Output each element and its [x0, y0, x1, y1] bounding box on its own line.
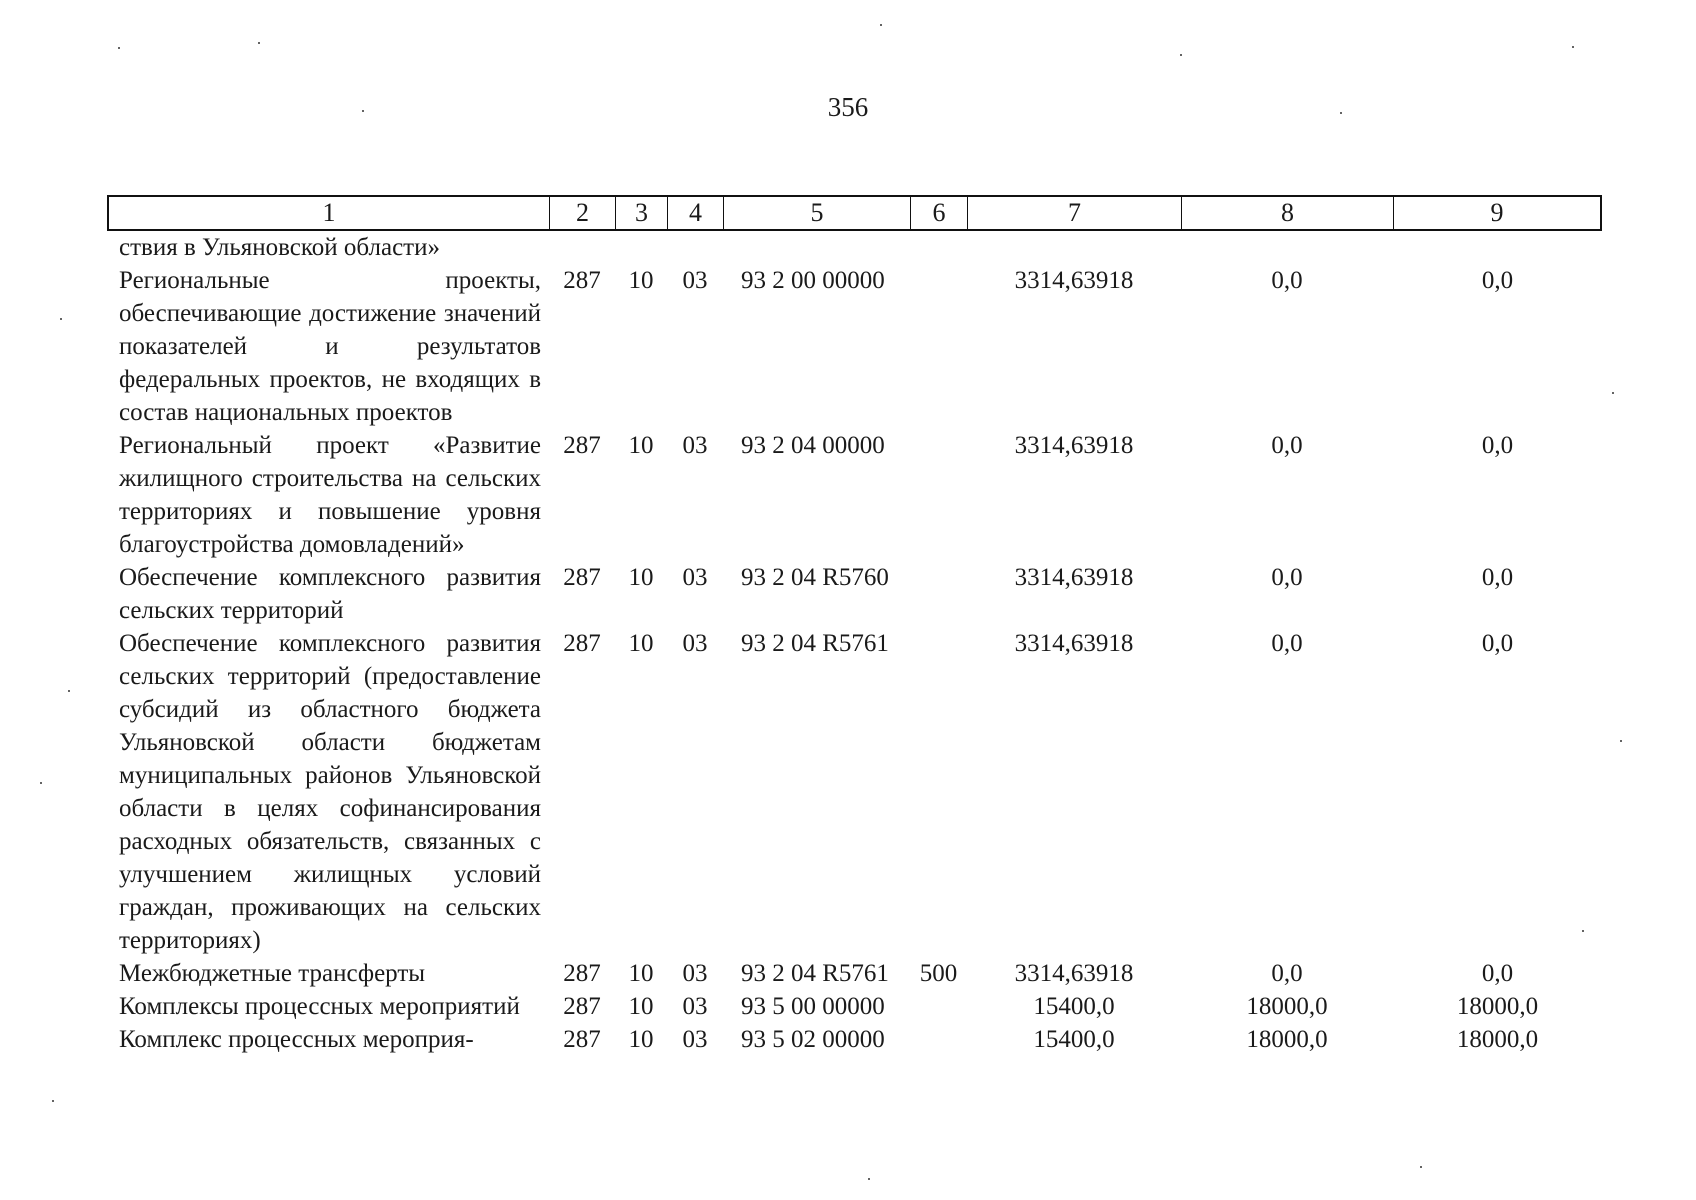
row-col-8: 0,0 — [1271, 267, 1303, 294]
row-col-3: 10 — [628, 564, 654, 591]
row-name: Региональные проекты, обеспечивающие достижение значений показателей и результатов федеральных проектов, не входящих в состав национальных проектов — [119, 267, 541, 426]
row-col-9: 0,0 — [1481, 432, 1514, 459]
speck — [52, 1100, 54, 1102]
speck — [1620, 740, 1622, 742]
row-col-8: 0,0 — [1271, 432, 1303, 459]
row-col-9: 0,0 — [1481, 267, 1514, 294]
speck — [1180, 54, 1182, 56]
row-col-9: 18000,0 — [1456, 1026, 1539, 1053]
row-col-2: 287 — [563, 432, 601, 459]
row-col-9: 0,0 — [1481, 564, 1514, 591]
row-col-5: 93 5 02 00000 — [741, 1026, 885, 1053]
row-col-3: 10 — [628, 630, 654, 657]
speck — [1582, 930, 1584, 932]
row-col-4: 03 — [682, 1026, 708, 1053]
row-col-4: 03 — [682, 993, 708, 1020]
row-col-4: 03 — [682, 630, 708, 657]
speck — [60, 318, 62, 320]
row-col-5: 93 5 00 00000 — [741, 993, 885, 1020]
row-col-7: 3314,63918 — [1014, 630, 1134, 657]
row-col-4: 03 — [682, 564, 708, 591]
row-col-3: 10 — [628, 960, 654, 987]
row-col-8: 18000,0 — [1246, 1026, 1328, 1053]
row-col-6 — [910, 1023, 967, 1056]
row-col-7: 3314,63918 — [1014, 267, 1134, 294]
row-col-2: 287 — [563, 630, 601, 657]
row-col-6: 500 — [919, 960, 958, 987]
row-col-2: 287 — [563, 267, 601, 294]
speck — [1612, 392, 1614, 394]
row-col-9: 18000,0 — [1456, 993, 1539, 1020]
header-col-8: 8 — [1181, 195, 1393, 231]
header-col-9: 9 — [1393, 195, 1602, 231]
row-name: Межбюджетные трансферты — [119, 960, 426, 987]
budget-table — [107, 195, 1602, 1056]
row-col-3: 10 — [628, 432, 654, 459]
row-col-7: 3314,63918 — [1014, 432, 1134, 459]
row-col-5: 93 2 00 00000 — [741, 267, 885, 294]
header-col-3: 3 — [615, 195, 667, 231]
row-col-6 — [910, 429, 967, 561]
row-col-9: 0,0 — [1481, 960, 1514, 987]
speck — [68, 690, 70, 692]
row-col-2: 287 — [563, 564, 601, 591]
row-name: Региональный проект «Развитие жилищного строительства на сельских территориях и повышение уровня благоустройства домовладений» — [119, 432, 541, 558]
speck — [868, 1178, 870, 1180]
speck — [880, 24, 882, 26]
row-col-6 — [910, 990, 967, 1023]
row-col-8: 18000,0 — [1246, 993, 1328, 1020]
row-col-3: 10 — [628, 1026, 654, 1053]
row-col-9: 0,0 — [1481, 630, 1514, 657]
row-col-4: 03 — [682, 432, 708, 459]
row-col-2: 287 — [563, 1026, 601, 1053]
header-col-1: 1 — [107, 195, 549, 231]
header-col-4: 4 — [667, 195, 723, 231]
continuation-text: ствия в Ульяновской области» — [119, 234, 440, 261]
row-col-7: 15400,0 — [1033, 993, 1115, 1020]
speck — [1340, 112, 1342, 114]
row-col-6 — [910, 561, 967, 627]
row-col-6 — [910, 264, 967, 429]
row-name: Обеспечение комплексного развития сельских территорий — [119, 564, 541, 624]
header-col-7: 7 — [967, 195, 1181, 231]
row-col-7: 15400,0 — [1033, 1026, 1115, 1053]
speck — [40, 782, 42, 784]
row-col-2: 287 — [563, 993, 601, 1020]
header-col-5: 5 — [723, 195, 910, 231]
row-name: Обеспечение комплексного развития сельских территорий (предоставление субсидий из областного бюджета Ульяновской области бюджетам муниципальных районов Ульяновской области в целях софинансирования расходных обязательств, связанных с улучшением жилищных условий граждан, проживающих на сельских территориях) — [119, 630, 541, 954]
row-col-8: 0,0 — [1271, 960, 1303, 987]
row-name: Комплексы процессных мероприятий — [119, 993, 520, 1020]
speck — [1420, 1166, 1422, 1168]
row-col-8: 0,0 — [1271, 564, 1303, 591]
speck — [362, 110, 364, 112]
row-col-5: 93 2 04 R5761 — [741, 960, 889, 987]
page-number: 356 — [827, 92, 869, 122]
row-name: Комплекс процессных мероприя- — [119, 1026, 474, 1053]
header-col-2: 2 — [549, 195, 615, 231]
header-col-6: 6 — [910, 195, 967, 231]
row-col-5: 93 2 04 R5760 — [741, 564, 889, 591]
row-col-7: 3314,63918 — [1014, 960, 1134, 987]
row-col-7: 3314,63918 — [1014, 564, 1134, 591]
row-col-3: 10 — [628, 993, 654, 1020]
speck — [1572, 46, 1574, 48]
row-col-5: 93 2 04 R5761 — [741, 630, 889, 657]
row-col-5: 93 2 04 00000 — [741, 432, 885, 459]
row-col-3: 10 — [628, 267, 654, 294]
row-col-6 — [910, 627, 967, 957]
speck — [118, 47, 120, 49]
speck — [258, 42, 260, 44]
row-col-4: 03 — [682, 960, 708, 987]
row-col-2: 287 — [563, 960, 601, 987]
row-col-8: 0,0 — [1271, 630, 1303, 657]
row-col-4: 03 — [682, 267, 708, 294]
